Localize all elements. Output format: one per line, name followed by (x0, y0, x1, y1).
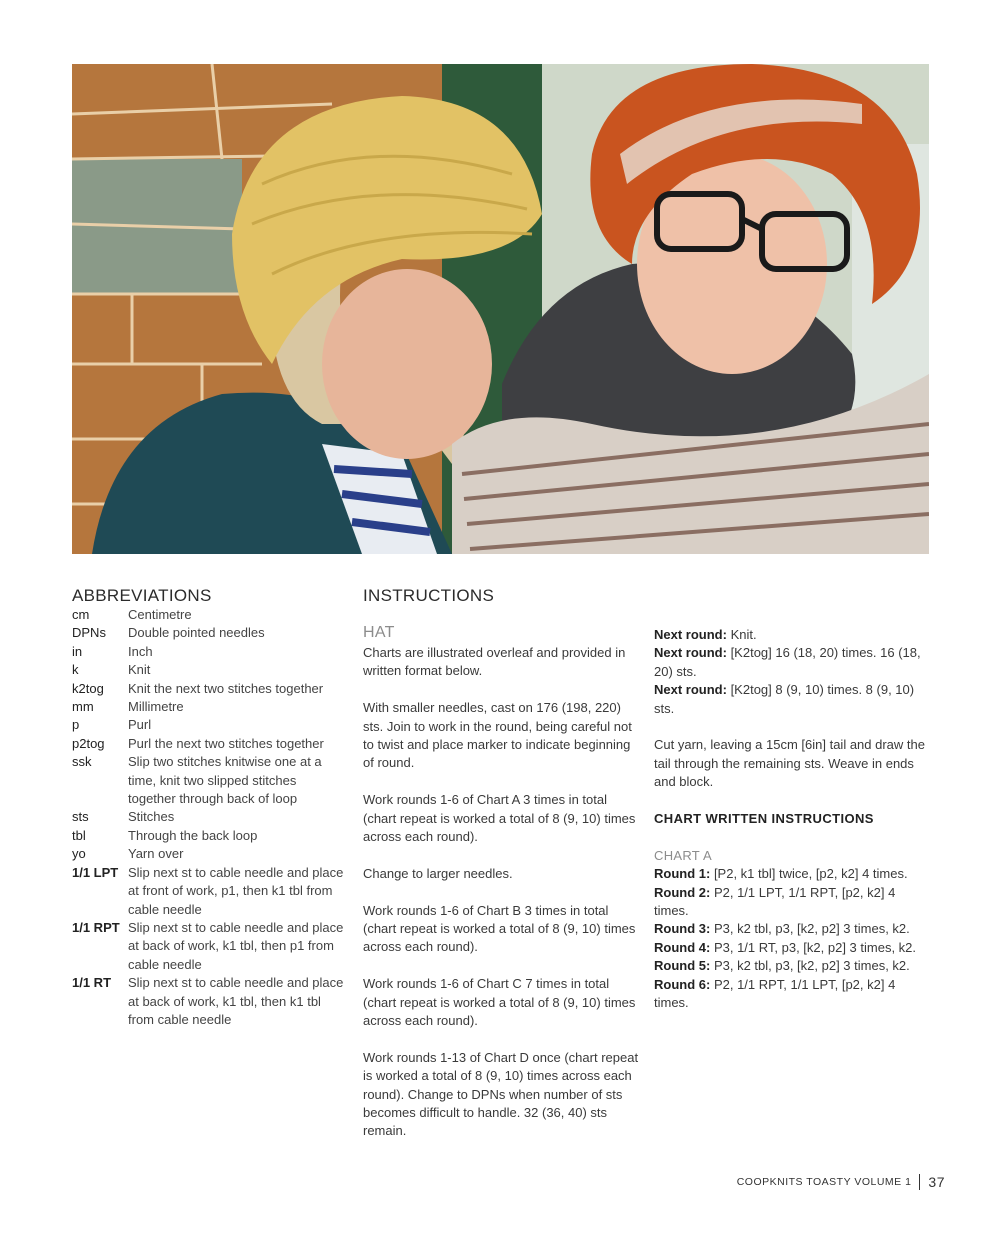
abbreviation-definition: Slip next st to cable needle and place at front of work, p1, then k1 tbl from cable needle (128, 864, 344, 917)
paragraph: Work rounds 1-13 of Chart D once (chart repeat is worked a total of 8 (9, 10) times across each round). Change to DPNs when number of sts becomes difficult to handle. 32 (36, 40) sts remain. (363, 1049, 639, 1139)
magazine-title: COOPKNITS TOASTY VOLUME 1 (736, 1176, 912, 1188)
abbreviation-row (72, 753, 344, 808)
abbreviation-definition: Stitches (128, 809, 175, 825)
abbreviations-list (72, 606, 344, 1029)
abbreviation-term: p2tog (72, 735, 105, 751)
hat-instructions (363, 644, 639, 1159)
paragraph: Change to larger needles. (363, 865, 513, 881)
paragraph: Work rounds 1-6 of Chart C 7 times in total (chart repeat is worked a total of 8 (9, 10) times across each round). (363, 976, 636, 1029)
abbreviation-row (72, 808, 344, 826)
abbreviation-definition: Yarn over (128, 846, 184, 862)
chart-round: Round 1: [P2, k1 tbl] twice, [p2, k2] 4 times. (654, 866, 908, 882)
abbreviation-definition: Purl the next two stitches together (128, 735, 324, 751)
abbreviation-row (72, 974, 344, 1029)
abbreviation-term: yo (72, 846, 86, 862)
hero-photo (72, 64, 929, 554)
page-number: 37 (928, 1174, 945, 1190)
abbreviation-definition: Purl (128, 717, 152, 733)
abbreviation-definition: Slip next st to cable needle and place at back of work, k1 tbl, then p1 from cable needle (128, 919, 344, 972)
abbreviation-row (72, 735, 344, 753)
hat-heading: HAT (363, 624, 395, 641)
abbreviation-term: 1/1 RT (72, 975, 112, 991)
abbreviation-term: ssk (72, 754, 92, 770)
abbreviation-term: cm (72, 607, 90, 622)
abbreviation-term: k2tog (72, 680, 104, 696)
paragraph: With smaller needles, cast on 176 (198, 220) sts. Join to work in the round, being careful not to twist and place marker to indicate beginning of round. (363, 700, 632, 771)
abbreviation-row (72, 606, 344, 624)
abbreviation-row (72, 624, 344, 642)
instructions-continued (654, 626, 930, 1012)
chart-a-heading: CHART A (654, 847, 712, 863)
paragraph: Work rounds 1-6 of Chart B 3 times in total (chart repeat is worked a total of 8 (9, 10) times across each round). (363, 902, 636, 955)
chart-round: Round 3: P3, k2 tbl, p3, [k2, p2] 3 times, k2. (654, 921, 910, 937)
abbreviation-term: in (72, 643, 83, 659)
abbreviation-row (72, 864, 344, 919)
paragraph: Charts are illustrated overleaf and provided in written format below. (363, 645, 626, 679)
paragraph: Work rounds 1-6 of Chart A 3 times in total (chart repeat is worked a total of 8 (9, 10) times across each round). (363, 792, 636, 845)
abbreviation-row (72, 680, 344, 698)
chart-written-heading: CHART WRITTEN INSTRUCTIONS (654, 811, 874, 827)
abbreviation-row (72, 661, 344, 679)
abbreviation-definition: Slip two stitches knitwise one at a time, knit two slipped stitches together through back of loop (128, 754, 322, 807)
finishing-paragraph: Cut yarn, leaving a 15cm [6in] tail and draw the tail through the remaining sts. Weave in ends and block. (654, 737, 925, 790)
page-footer (737, 1174, 945, 1190)
photo-illustration (72, 64, 929, 554)
abbreviation-definition: Through the back loop (128, 827, 258, 843)
abbreviation-term: sts (72, 809, 89, 825)
footer-divider (919, 1174, 920, 1190)
chart-round: Round 5: P3, k2 tbl, p3, [k2, p2] 3 times, k2. (654, 958, 910, 974)
abbreviation-row (72, 919, 344, 974)
abbreviation-definition: Centimetre (128, 607, 192, 622)
abbreviation-row (72, 698, 344, 716)
next-round-line: Next round: [K2tog] 8 (9, 10) times. 8 (9, 10) sts. (654, 682, 915, 716)
next-round-line: Next round: Knit. (654, 627, 757, 642)
abbreviation-term: p (72, 717, 80, 733)
abbreviation-row (72, 845, 344, 863)
abbreviation-term: DPNs (72, 625, 106, 641)
chart-round: Round 4: P3, 1/1 RT, p3, [k2, p2] 3 times, k2. (654, 939, 917, 955)
abbreviation-term: tbl (72, 827, 86, 843)
abbreviation-term: mm (72, 699, 94, 715)
abbreviation-definition: Double pointed needles (128, 625, 265, 641)
abbreviations-heading: ABBREVIATIONS (72, 586, 212, 605)
abbreviation-definition: Millimetre (128, 699, 184, 715)
abbreviation-definition: Knit the next two stitches together (128, 680, 324, 696)
abbreviation-definition: Slip next st to cable needle and place at back of work, k1 tbl, then k1 tbl from cable needle (128, 975, 344, 1027)
abbreviation-term: 1/1 RPT (72, 919, 120, 935)
abbreviation-row (72, 716, 344, 734)
next-round-line: Next round: [K2tog] 16 (18, 20) times. 16 (18, 20) sts. (654, 645, 921, 679)
abbreviation-term: k (72, 662, 79, 678)
abbreviation-term: 1/1 LPT (72, 864, 119, 880)
abbreviation-definition: Knit (128, 662, 151, 678)
abbreviation-definition: Inch (128, 643, 153, 659)
chart-round: Round 2: P2, 1/1 LPT, 1/1 RPT, [p2, k2] 4 times. (654, 884, 896, 919)
abbreviation-row (72, 643, 344, 661)
instructions-heading: INSTRUCTIONS (363, 586, 495, 605)
abbreviation-row (72, 827, 344, 845)
chart-round: Round 6: P2, 1/1 RPT, 1/1 LPT, [p2, k2] 4 times. (654, 976, 896, 1011)
